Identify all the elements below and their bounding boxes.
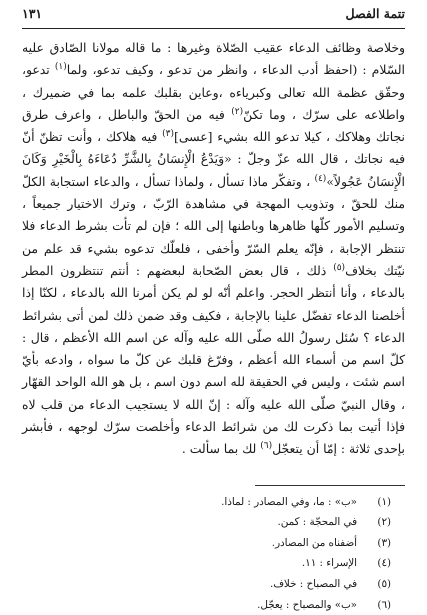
footnote-ref-3[interactable]: (٣) bbox=[162, 129, 175, 140]
footnotes-list bbox=[22, 492, 405, 615]
footnote-number: (٣) bbox=[377, 536, 391, 549]
body-text-4: فيه هلاكك ، وأنت تظنّ أنّ فيه نجاتك ، قال الله عزّ وجلّ : «وَيَدْعُ الْإِنسَانُ بِالشَّرِّ دُعَاءَهُ بِالْخَيْرِ وَكَانَ الْإِنسَانُ عَجُولاً» bbox=[22, 129, 405, 189]
footnote-text: أضفناه من المصادر. bbox=[271, 536, 357, 549]
footnote-ref-5[interactable]: (٥) bbox=[333, 262, 346, 273]
footnote-number: (٥) bbox=[377, 578, 391, 591]
footnote-ref-6[interactable]: (٦) bbox=[260, 441, 273, 452]
body-text-6: ذلك ، قال بعض الصّحابة لبعضهم : أنتم تنتظرون المطر بالدعاء ، وأنا أنتظر الحجر. واعلم أنّه لو لم يكن أمرنا الله بالدعاء ، لكنّا إذا أخلصنا الدعاء تفضّل علينا بالإجابة ، فكيف وقد ضمن ذلك لمن أتى بشرائط الدعاء ؟ سُئل رسولُ الله صلّى الله عليه وآله عن اسم الله الأعظم ، قال : كلّ اسم من أسماء الله أعظم ، وفرّغ قلبك عن كلّ ما سواه ، وادعه بأيّ اسم شئت ، وليس في الحقيقة لله اسم دون اسم ، بل هو الله الواحد القهّار ، وقال النبيّ صلّى الله عليه وآله : إنّ الله لا يستجيب الدعاء من قلب لاه فإذا أتيت بما ذكرت لك من شرائط الدعاء وأخلصت سرّك لوجهه ، فأبشر بإحدى ثلاثة : إمّا أن يتعجّل bbox=[22, 262, 405, 457]
footnote-text: «ب» : ما، وفي المصادر : لماذا. bbox=[221, 495, 357, 508]
footnote-ref-1[interactable]: (١) bbox=[54, 62, 67, 73]
footnote-text: في المحجّة : كمن. bbox=[277, 516, 357, 529]
footnote-item bbox=[22, 595, 391, 615]
footnote-item bbox=[22, 553, 391, 574]
body-text-3: فيه من الحقّ والباطل ، واعرف طرق نجاتك وهلاكك ، كيلا تدعو الله بشيء [عسى] bbox=[22, 106, 405, 145]
running-head bbox=[22, 6, 405, 26]
body-text-7: لك بما سألت . bbox=[181, 441, 261, 457]
footnote-text: الإسراء : ١١. bbox=[301, 557, 357, 570]
footnote-item bbox=[22, 512, 391, 533]
header-rule bbox=[22, 28, 405, 29]
footnote-number: (٤) bbox=[377, 557, 391, 570]
footnote-ref-2[interactable]: (٢) bbox=[231, 106, 244, 117]
footnote-text: في المصباح : خلاف. bbox=[269, 578, 357, 591]
footnote-number: (٢) bbox=[377, 516, 391, 529]
footnote-ref-4[interactable]: (٤) bbox=[314, 173, 327, 184]
footnote-rule bbox=[255, 485, 405, 486]
footnote-number: (١) bbox=[377, 495, 391, 508]
footnote-text: «ب» والمصباح : يعجّل. bbox=[257, 598, 357, 611]
body-text-5: ، وتفكّر ماذا تسأل ، ولماذا تسأل ، والدعاء استجابة الكلّ منك للحقّ ، وتذويب المهجة في مشاهدة الرّبّ ، وترك الاختيار جميعاً ، وتسليم الأمور كلّها ظاهرها وباطنها إلى الله ؛ فإن لم تأت بشرط الدعاء فلا تنتظر الإجابة ، فإنّه يعلم السّرّ وأخفى ، فلعلّك تدعوه بشيء قد علم من نيّتك بخلاف bbox=[22, 173, 405, 278]
page-number: ١٣١ bbox=[22, 6, 43, 21]
body-text-1: وخلاصة وظائف الدعاء عقيب الصّلاة وغيرها : ما قاله مولانا الصّادق عليه السّلام : (احفظ أدب الدعاء ، وانظر من تدعو ، وكيف تدعو، ولما bbox=[22, 40, 405, 78]
body-paragraph bbox=[22, 37, 405, 461]
footnote-item bbox=[22, 533, 391, 554]
body-text-2: تدعو، وحقّق عظمة الله تعالى وكبرياءه ،وعاين بقلبك علمه بما في ضميرك ، واطلاعه على سرّك ، وما تكنّ bbox=[22, 62, 405, 122]
footnote-item bbox=[22, 492, 391, 513]
footnote-item bbox=[22, 574, 391, 595]
chapter-title: تتمة الفصل bbox=[345, 6, 405, 21]
footnote-number: (٦) bbox=[377, 598, 391, 611]
